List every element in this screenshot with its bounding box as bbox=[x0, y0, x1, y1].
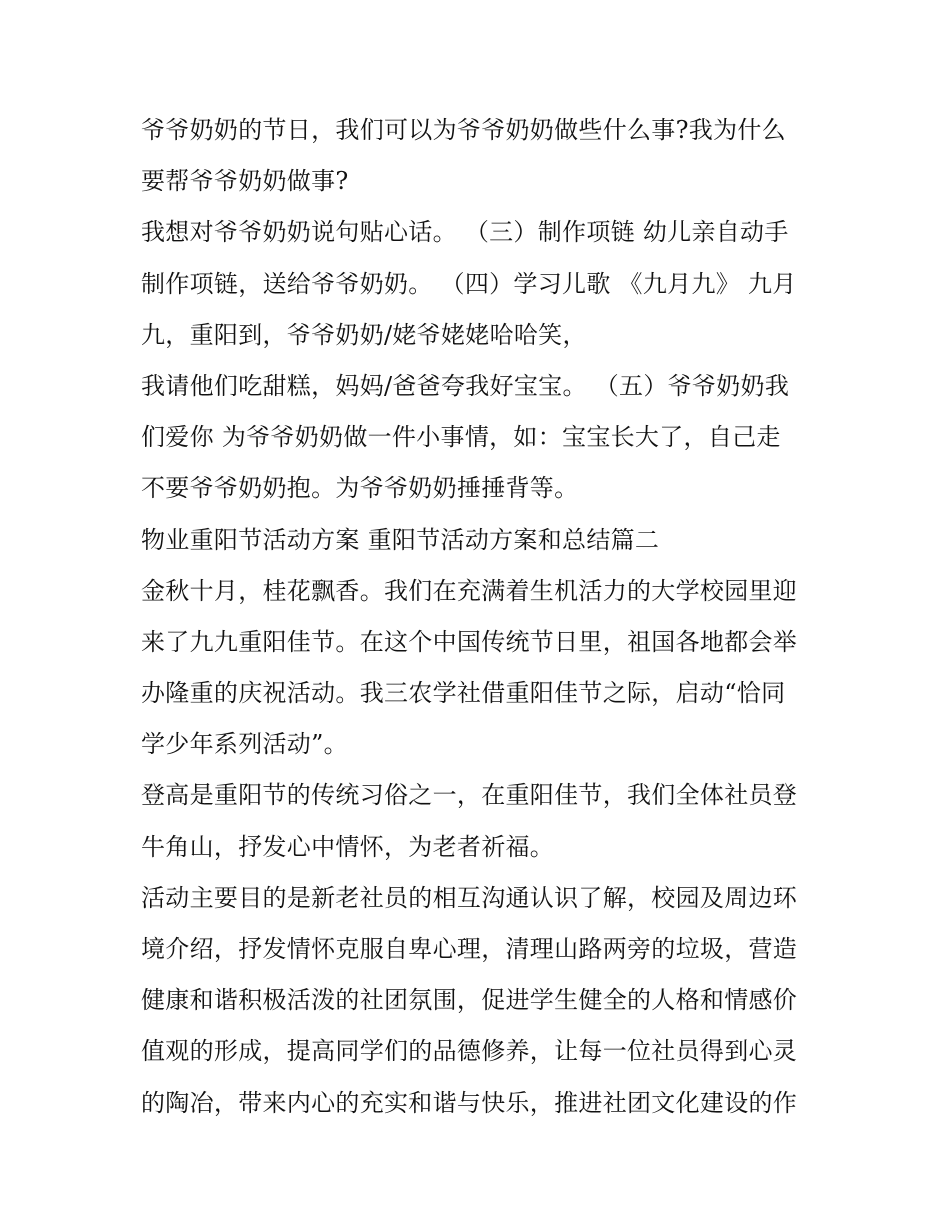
text-line: 登高是重阳节的传统习俗之一，在重阳佳节，我们全体社员登 bbox=[141, 781, 798, 810]
text-line: 不要爷爷奶奶抱。为爷爷奶奶捶捶背等。 bbox=[141, 474, 579, 503]
text-line: 值观的形成，提高同学们的品德修养，让每一位社员得到心灵 bbox=[141, 1037, 798, 1066]
text-line: 境介绍，抒发情怀克服自卑心理，清理山路两旁的垃圾，营造 bbox=[141, 935, 798, 963]
text-line: 学少年系列活动”。 bbox=[141, 730, 348, 759]
text-line: 的陶冶，带来内心的充实和谐与快乐，推进社团文化建设的作 bbox=[141, 1088, 798, 1117]
text-line: 办隆重的庆祝活动。我三农学社借重阳佳节之际，启动“恰同 bbox=[141, 679, 786, 708]
text-line: 金秋十月，桂花飘香。我们在充满着生机活力的大学校园里迎 bbox=[141, 576, 798, 605]
text-line: 我请他们吃甜糕，妈妈/爸爸夸我好宝宝。 （五）爷爷奶奶我 bbox=[141, 371, 790, 400]
text-line: 九，重阳到，爷爷奶奶/姥爷姥姥哈哈笑， bbox=[141, 320, 587, 349]
text-line: 要帮爷爷奶奶做事? bbox=[141, 167, 349, 196]
section-heading: 物业重阳节活动方案 重阳节活动方案和总结篇二 bbox=[141, 525, 660, 554]
text-line: 活动主要目的是新老社员的相互沟通认识了解，校园及周边环 bbox=[141, 883, 798, 912]
document-body bbox=[141, 105, 821, 1129]
text-line: 牛角山，抒发心中情怀，为老者祈福。 bbox=[141, 832, 555, 861]
text-line: 我想对爷爷奶奶说句贴心话。 （三）制作项链 幼儿亲自动手 bbox=[141, 218, 789, 247]
text-line: 健康和谐积极活泼的社团氛围，促进学生健全的人格和情感价 bbox=[141, 986, 798, 1015]
text-line: 来了九九重阳佳节。在这个中国传统节日里，祖国各地都会举 bbox=[141, 627, 798, 656]
text-line: 们爱你 为爷爷奶奶做一件小事情，如：宝宝长大了，自己走 bbox=[141, 423, 781, 452]
text-line: 制作项链，送给爷爷奶奶。 （四）学习儿歌 《九月九》 九月 bbox=[141, 269, 797, 298]
text-line: 爷爷奶奶的节日，我们可以为爷爷奶奶做些什么事?我为什么 bbox=[141, 116, 786, 144]
